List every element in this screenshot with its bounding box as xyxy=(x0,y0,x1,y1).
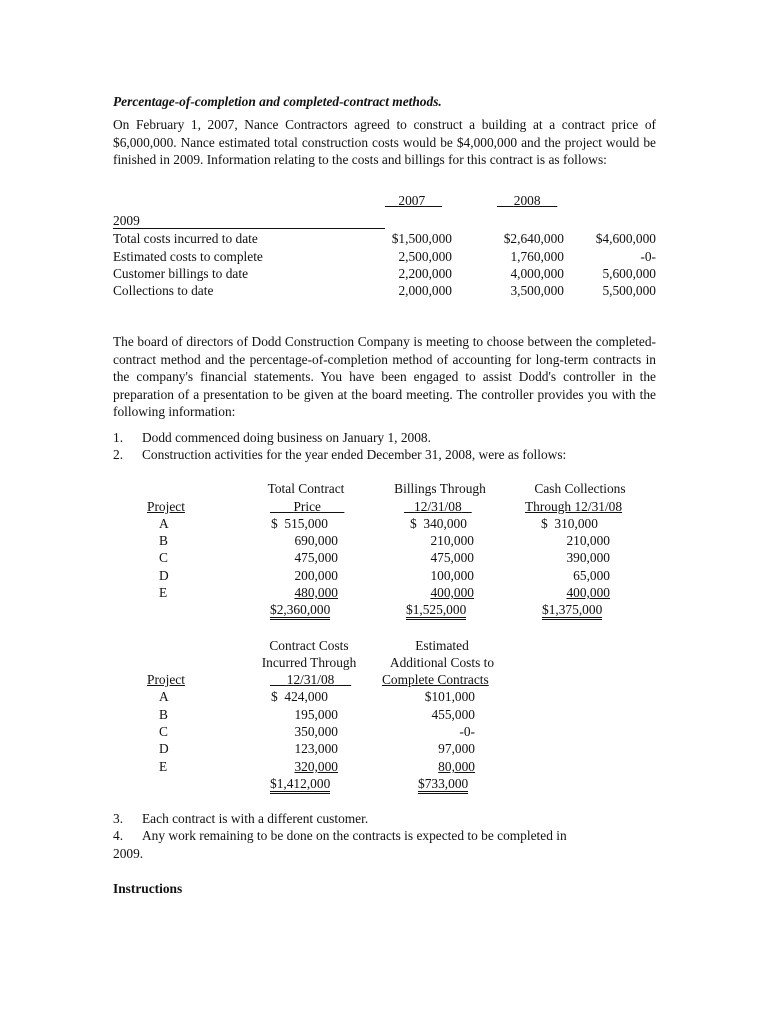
table1-cash-a: $ 310,000 xyxy=(541,516,598,531)
table2-project-d: D xyxy=(159,741,169,756)
table1-total-cash: $1,375,000 xyxy=(542,602,602,620)
price-header-line2: Price xyxy=(293,499,321,514)
table2-est-c: -0- xyxy=(459,724,475,739)
instructions-heading: Instructions xyxy=(113,881,183,896)
table2-total-est: $733,000 xyxy=(418,776,468,794)
table1-total-billings: $1,525,000 xyxy=(406,602,466,620)
table1-billings-b: 210,000 xyxy=(430,533,474,548)
collections-2007: 2,000,000 xyxy=(398,283,452,298)
total-costs-2008: $2,640,000 xyxy=(503,231,564,246)
table1-billings-e: 400,000 xyxy=(430,585,474,600)
year-2008-header: 2008 xyxy=(513,193,541,208)
year-2009-header: 2009 xyxy=(113,213,140,228)
collections-2009: 5,500,000 xyxy=(602,283,656,298)
table1-price-e: 480,000 xyxy=(294,585,338,600)
table1-cash-d: 65,000 xyxy=(573,568,610,583)
item-3-text: Each contract is with a different customer. xyxy=(142,811,369,826)
cash-header-line1: Cash Collections xyxy=(534,481,626,496)
item-2-text: Construction activities for the year ended December 31, 2008, were as follows: xyxy=(142,447,567,462)
estimated-costs-2008: 1,760,000 xyxy=(510,249,564,264)
table2-est-d: 97,000 xyxy=(438,741,475,756)
table2-costs-d: 123,000 xyxy=(294,741,338,756)
table2-est-a: $101,000 xyxy=(424,689,475,704)
table1-billings-c: 475,000 xyxy=(430,550,474,565)
row-label-total-costs: Total costs incurred to date xyxy=(113,231,258,246)
item-4-text: Any work remaining to be done on the contracts is expected to be completed in xyxy=(142,828,567,843)
est-header-line3: Complete Contracts xyxy=(382,672,489,687)
year-2007-header: 2007 xyxy=(398,193,426,208)
cash-header-line2: Through 12/31/08 xyxy=(525,499,623,514)
problem-title: Percentage-of-completion and completed-contract methods. xyxy=(113,94,442,109)
item-1-number: 1. xyxy=(113,430,124,445)
table1-billings-d: 100,000 xyxy=(430,568,474,583)
row-label-estimated-costs: Estimated costs to complete xyxy=(113,249,263,264)
customer-billings-2009: 5,600,000 xyxy=(602,266,656,281)
costs-header-line1: Contract Costs xyxy=(269,638,349,653)
item-2-number: 2. xyxy=(113,447,124,462)
project-header: Project xyxy=(147,499,185,514)
table1-project-c: C xyxy=(159,550,168,565)
price-header-line1: Total Contract xyxy=(267,481,345,496)
row-label-collections: Collections to date xyxy=(113,283,214,298)
est-header-line2: Additional Costs to xyxy=(389,655,495,670)
table1-total-price: $2,360,000 xyxy=(270,602,330,620)
table2-est-e: 80,000 xyxy=(438,759,475,774)
table2-project-c: C xyxy=(159,724,168,739)
table1-project-b: B xyxy=(159,533,168,548)
est-header-line1: Estimated xyxy=(415,638,469,653)
table1-project-a: A xyxy=(159,516,169,531)
total-costs-2009: $4,600,000 xyxy=(595,231,656,246)
table2-project-e: E xyxy=(159,759,168,774)
costs-header-line3: 12/31/08 xyxy=(286,672,335,687)
item-4-continuation: 2009. xyxy=(113,846,144,861)
table1-project-e: E xyxy=(159,585,168,600)
customer-billings-2008: 4,000,000 xyxy=(510,266,564,281)
table2-costs-a: $ 424,000 xyxy=(271,689,328,704)
table1-price-c: 475,000 xyxy=(294,550,338,565)
item-3-number: 3. xyxy=(113,811,124,826)
table2-project-a: A xyxy=(159,689,169,704)
table1-cash-c: 390,000 xyxy=(566,550,610,565)
billings-header-line1: Billings Through xyxy=(394,481,486,496)
table2-total-costs: $1,412,000 xyxy=(270,776,330,794)
header-rule xyxy=(113,228,385,229)
row-label-customer-billings: Customer billings to date xyxy=(113,266,249,281)
total-costs-2007: $1,500,000 xyxy=(391,231,452,246)
estimated-costs-2009: -0- xyxy=(640,249,656,264)
table2-costs-e: 320,000 xyxy=(294,759,338,774)
billings-header-line2: 12/31/08 xyxy=(414,499,462,514)
item-1-text: Dodd commenced doing business on January 1, 2008. xyxy=(142,430,431,445)
collections-2008: 3,500,000 xyxy=(510,283,564,298)
table1-project-d: D xyxy=(159,568,169,583)
nance-intro-paragraph: On February 1, 2007, Nance Contractors agreed to construct a building at a contract price of $6,000,000. Nance estimated total construction costs would be $4,000,000 and the project would be finished in 2009. Information relating to the costs and billings for this contract is as follows: xyxy=(113,117,656,167)
table2-costs-b: 195,000 xyxy=(294,707,338,722)
estimated-costs-2007: 2,500,000 xyxy=(398,249,452,264)
table1-cash-e: 400,000 xyxy=(566,585,610,600)
table1-cash-b: 210,000 xyxy=(566,533,610,548)
table2-est-b: 455,000 xyxy=(431,707,475,722)
table1-billings-a: $ 340,000 xyxy=(410,516,467,531)
table2-project-b: B xyxy=(159,707,168,722)
table2-costs-c: 350,000 xyxy=(294,724,338,739)
customer-billings-2007: 2,200,000 xyxy=(398,266,452,281)
costs-header-line2: Incurred Through xyxy=(261,655,357,670)
dodd-intro-paragraph: The board of directors of Dodd Construction Company is meeting to choose between the completed-contract method and the percentage-of-completion method of accounting for long-term contracts in the company's financial statements. You have been engaged to assist Dodd's controller in the preparation of a presentation to be given at the board meeting. The controller provides you with the following information: xyxy=(113,334,656,419)
item-4-number: 4. xyxy=(113,828,124,843)
table1-price-b: 690,000 xyxy=(294,533,338,548)
table1-price-a: $ 515,000 xyxy=(271,516,328,531)
table1-price-d: 200,000 xyxy=(294,568,338,583)
table2-project-header: Project xyxy=(147,672,185,687)
